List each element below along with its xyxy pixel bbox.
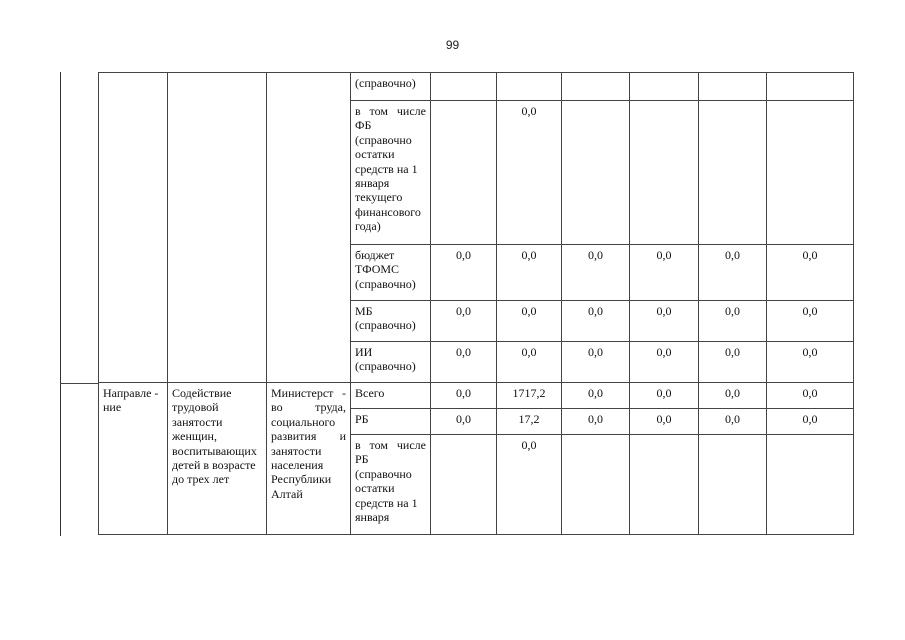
source-cell xyxy=(351,342,431,383)
value-cell xyxy=(699,73,767,101)
type-cell xyxy=(99,73,168,383)
measure-cell xyxy=(168,383,267,535)
value-cell: 0,0 xyxy=(431,301,497,342)
value-cell: 0,0 xyxy=(767,245,854,301)
value-cell: 0,0 xyxy=(431,245,497,301)
cell-line: трудовой xyxy=(172,400,219,415)
value-cell xyxy=(767,435,854,535)
value-cell xyxy=(562,435,630,535)
cell-line: (справочно) xyxy=(355,318,416,333)
value-cell xyxy=(431,101,497,245)
value-cell xyxy=(767,101,854,245)
value-cell xyxy=(699,101,767,245)
cell-line: социального xyxy=(271,414,336,429)
source-cell: Всего xyxy=(351,383,431,409)
cell-line: ТФОМС xyxy=(355,262,400,277)
source-cell xyxy=(351,245,431,301)
value-cell: 0,0 xyxy=(497,342,562,383)
value-cell: 0,0 xyxy=(699,301,767,342)
value-cell: 0,0 xyxy=(767,383,854,409)
value-cell: 0,0 xyxy=(630,342,699,383)
cell-line: занятости xyxy=(271,443,322,458)
value-cell: 0,0 xyxy=(562,342,630,383)
source-cell xyxy=(351,435,431,535)
value-cell: 0,0 xyxy=(699,245,767,301)
value-cell: 0,0 xyxy=(767,409,854,435)
cell-line: бюджет xyxy=(355,248,395,262)
cell-line: ИИ xyxy=(355,345,373,359)
cell-line: ФБ xyxy=(355,118,372,133)
value-cell: 0,0 xyxy=(562,301,630,342)
value-cell: 0,0 xyxy=(767,301,854,342)
value-cell xyxy=(630,435,699,535)
source-cell xyxy=(351,301,431,342)
page-number: 99 xyxy=(445,38,460,52)
value-cell xyxy=(431,435,497,535)
cell-line: до трех лет xyxy=(172,472,230,487)
cell-line: (справочно) xyxy=(355,359,416,374)
value-cell: 0,0 xyxy=(699,383,767,409)
cell-line: Алтай xyxy=(271,486,303,501)
cell-line: МБ xyxy=(355,304,373,318)
cell-line: Республики xyxy=(271,472,332,487)
table-row xyxy=(99,383,854,409)
value-cell: 0,0 xyxy=(431,342,497,383)
cell-line: остатки xyxy=(355,147,395,162)
value-cell: 0,0 xyxy=(767,342,854,383)
cell-line: остатки xyxy=(355,481,395,496)
cell-line: средств на 1 xyxy=(355,495,418,510)
value-cell: 0,0 xyxy=(630,383,699,409)
value-cell: 0,0 xyxy=(497,101,562,245)
value-cell xyxy=(562,101,630,245)
cell-line: (справочно) xyxy=(355,276,416,291)
value-cell: 0,0 xyxy=(431,409,497,435)
value-cell: 0,0 xyxy=(497,245,562,301)
cell-line: детей в возрасте xyxy=(172,458,256,473)
cell-line: финансового xyxy=(355,204,421,219)
value-cell xyxy=(497,73,562,101)
value-cell: 0,0 xyxy=(497,435,562,535)
cell-line: занятости xyxy=(172,414,223,429)
cell-line: ние xyxy=(103,400,122,415)
value-cell: 0,0 xyxy=(562,245,630,301)
value-cell: 17,2 xyxy=(497,409,562,435)
table-row xyxy=(99,73,854,101)
left-margin-separator xyxy=(60,383,98,384)
value-cell xyxy=(699,435,767,535)
source-cell xyxy=(351,101,431,245)
value-cell xyxy=(767,73,854,101)
cell-line: (справочно xyxy=(355,466,412,481)
value-cell: 0,0 xyxy=(431,383,497,409)
value-cell: 0,0 xyxy=(630,409,699,435)
value-cell: 0,0 xyxy=(562,409,630,435)
cell-line: воспитывающих xyxy=(172,443,257,458)
value-cell: 0,0 xyxy=(497,301,562,342)
value-cell xyxy=(431,73,497,101)
cell-line: в том числе xyxy=(355,104,426,118)
cell-line: января xyxy=(355,176,390,191)
cell-line: во труда, xyxy=(271,400,346,415)
value-cell: 0,0 xyxy=(630,301,699,342)
funding-table xyxy=(98,72,854,535)
value-cell: 1717,2 xyxy=(497,383,562,409)
type-cell xyxy=(99,383,168,535)
measure-cell xyxy=(168,73,267,383)
value-cell xyxy=(630,73,699,101)
cell-line: в том числе xyxy=(355,438,426,452)
executor-cell xyxy=(267,383,351,535)
value-cell xyxy=(562,73,630,101)
cell-line: января xyxy=(355,510,390,525)
source-cell: РБ xyxy=(351,409,431,435)
value-cell: 0,0 xyxy=(630,245,699,301)
cell-line: Министерст - xyxy=(271,386,346,400)
source-cell: (справочно) xyxy=(351,73,431,101)
cell-line: средств на 1 xyxy=(355,161,418,176)
cell-line: населения xyxy=(271,458,324,473)
value-cell: 0,0 xyxy=(699,342,767,383)
cell-line: женщин, xyxy=(172,429,217,444)
cell-line: Содействие xyxy=(172,386,232,400)
cell-line: (справочно xyxy=(355,132,412,147)
left-margin-rule xyxy=(60,72,61,536)
executor-cell xyxy=(267,73,351,383)
cell-line: текущего xyxy=(355,190,403,205)
value-cell: 0,0 xyxy=(699,409,767,435)
cell-line: Направле - xyxy=(103,386,159,400)
value-cell: 0,0 xyxy=(562,383,630,409)
cell-line: РБ xyxy=(355,452,369,467)
cell-line: развития и xyxy=(271,429,346,444)
value-cell xyxy=(630,101,699,245)
cell-line: года) xyxy=(355,219,381,234)
